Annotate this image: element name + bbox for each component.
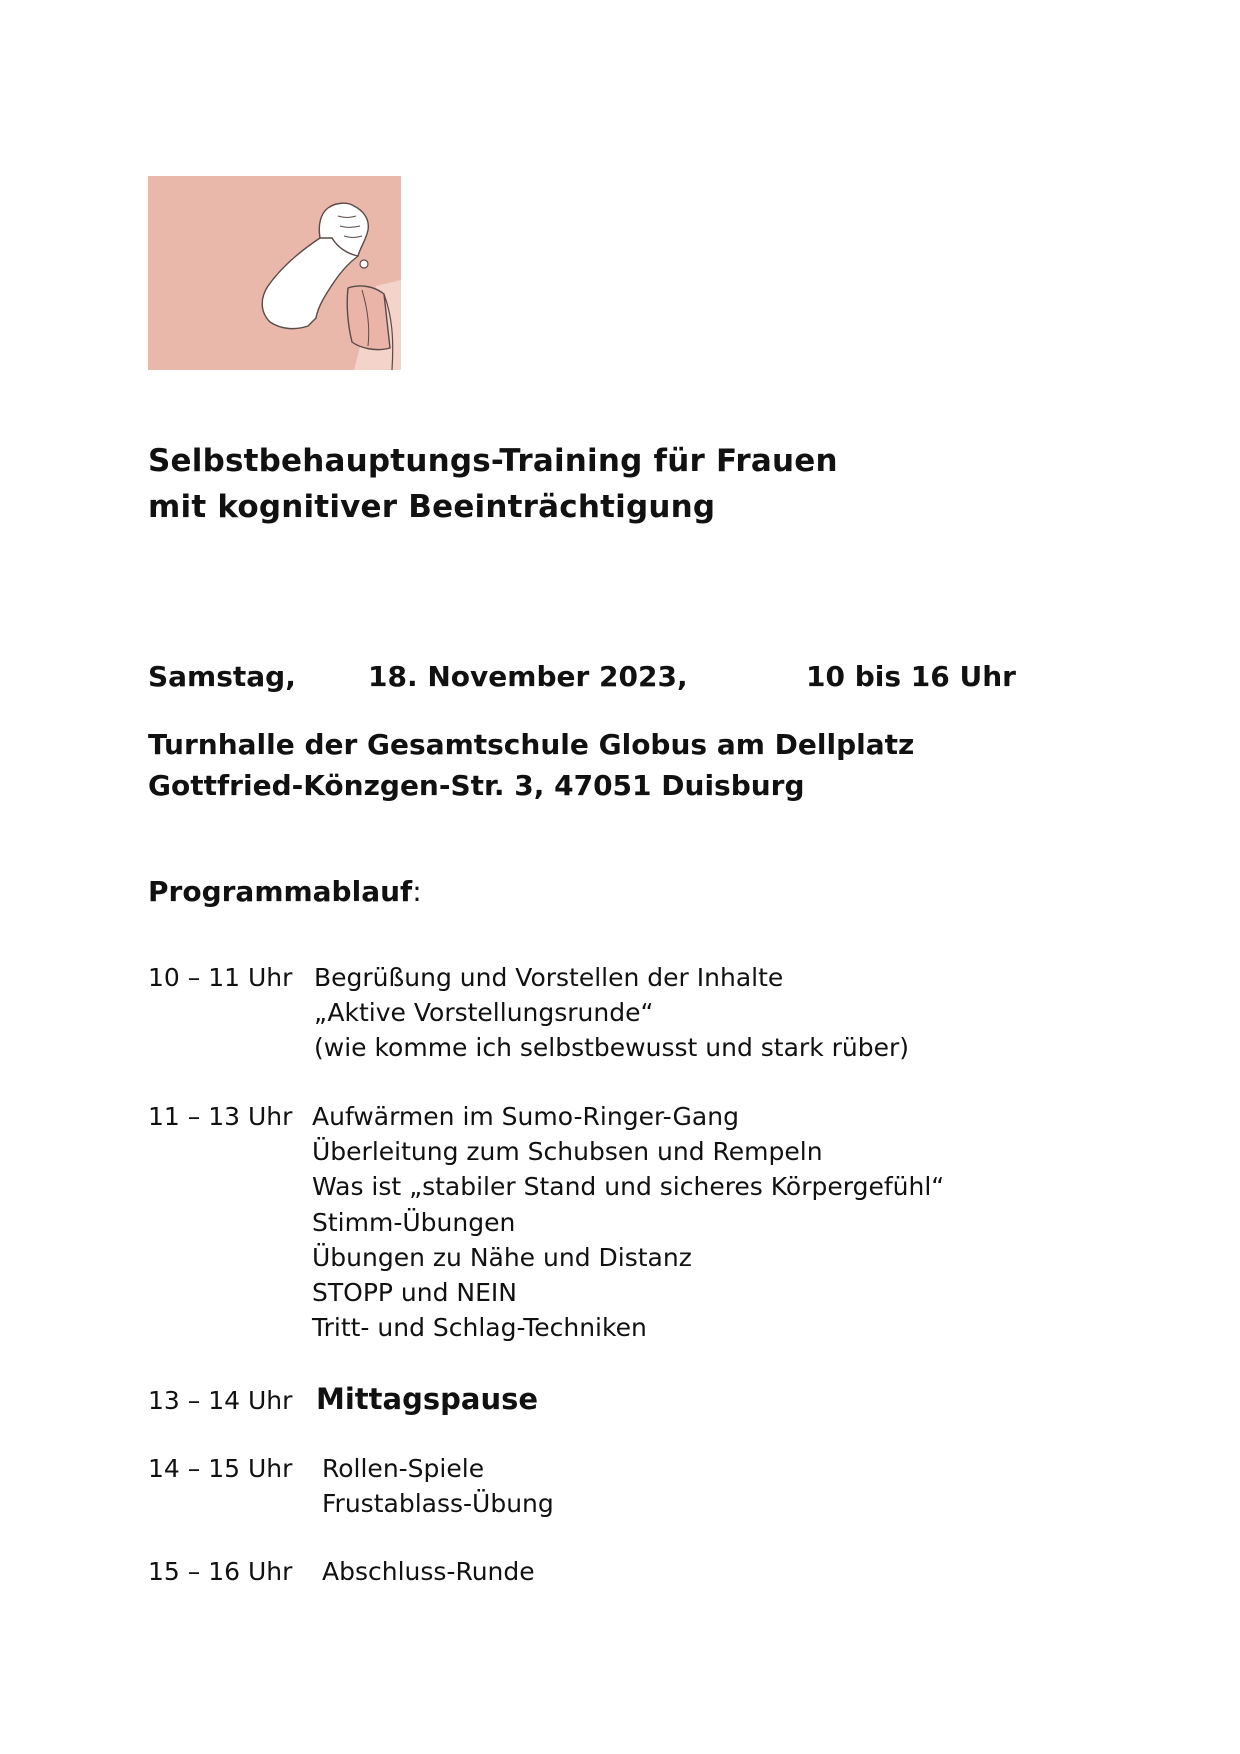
slot-time: 10 – 11 Uhr (148, 963, 293, 992)
event-day: Samstag, (148, 660, 296, 693)
list-item: Rollen-Spiele (322, 1454, 485, 1483)
slot-items (314, 960, 909, 1066)
event-date: 18. November 2023, (368, 660, 688, 693)
list-item: Was ist „stabiler Stand und sicheres Körpergefühl“ (312, 1172, 945, 1202)
list-item: (wie komme ich selbstbewusst und stark rüber) (314, 1033, 910, 1063)
list-item: Überleitung zum Schubsen und Rempeln (312, 1137, 823, 1167)
list-item: Tritt- und Schlag-Techniken (312, 1313, 647, 1343)
venue-block (148, 724, 914, 806)
slot-items (312, 1099, 944, 1345)
slot-time: 15 – 16 Uhr (148, 1557, 293, 1586)
slot-items (316, 1382, 538, 1417)
slot-time: 11 – 13 Uhr (148, 1102, 293, 1131)
flexed-arm-illustration (148, 176, 401, 370)
list-item: STOPP und NEIN (312, 1278, 517, 1308)
list-item: Abschluss-Runde (322, 1557, 535, 1586)
list-item: Aufwärmen im Sumo-Ringer-Gang (312, 1102, 739, 1131)
page-title (148, 438, 838, 530)
list-item: Übungen zu Nähe und Distanz (312, 1242, 692, 1272)
title-line-1: Selbstbehauptungs-Training für Frauen (148, 443, 838, 479)
venue-address: Gottfried-Könzgen-Str. 3, 47051 Duisburg (148, 769, 805, 802)
title-line-2: mit kognitiver Beeinträchtigung (148, 489, 716, 525)
list-item: Begrüßung und Vorstellen der Inhalte (314, 963, 784, 992)
program-heading-text: Programmablauf (148, 875, 413, 908)
slot-time: 14 – 15 Uhr (148, 1454, 293, 1483)
program-heading (148, 872, 422, 912)
program-heading-colon: : (412, 875, 422, 908)
lunch-break-label: Mittagspause (316, 1382, 539, 1416)
event-time: 10 bis 16 Uhr (806, 660, 1016, 693)
venue-name: Turnhalle der Gesamtschule Globus am Dellplatz (148, 728, 915, 761)
list-item: Frustablass-Übung (322, 1489, 554, 1519)
slot-items (322, 1554, 535, 1589)
slot-items (322, 1451, 554, 1521)
flexed-arm-icon (148, 176, 401, 370)
slot-time: 13 – 14 Uhr (148, 1386, 293, 1415)
list-item: Stimm-Übungen (312, 1207, 516, 1237)
list-item: „Aktive Vorstellungsrunde“ (314, 998, 654, 1028)
